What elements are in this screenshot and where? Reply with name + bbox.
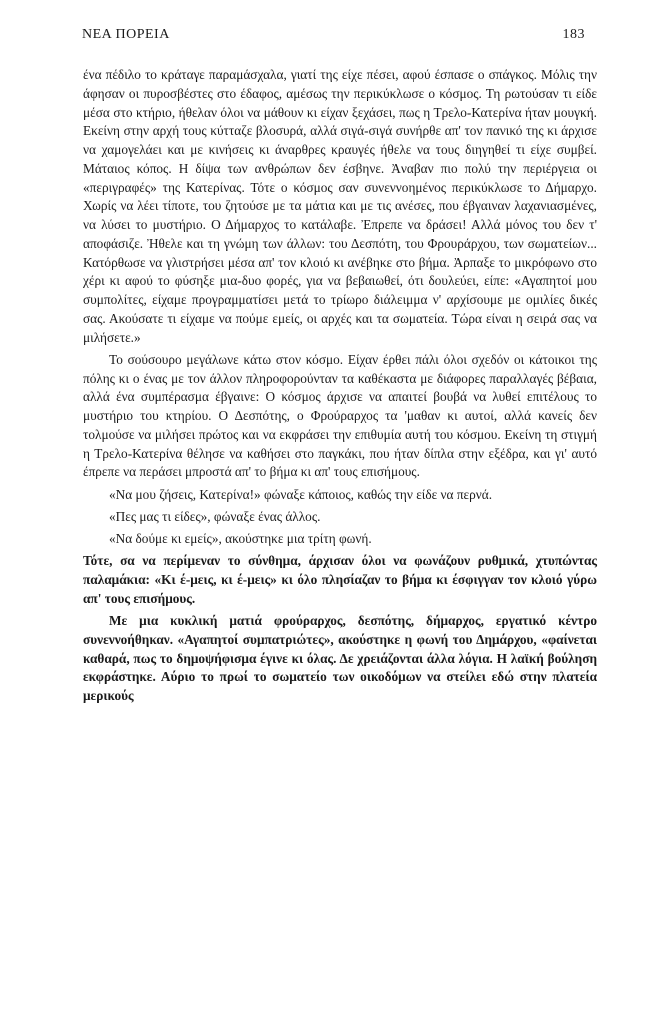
paragraph: Το σούσουρο μεγάλωνε κάτω στον κόσμο. Είχαν έρθει πάλι όλοι σχεδόν οι κάτοικοι της πόλης κι ο ένας με τον άλλον πληροφορούνταν τα καθέκαστα με διάφορες παραλλαγές βέβαια, αλλά ένα συμπέρασμα έβγαινε: Ο κόσμος άρχισε να απαιτεί βουβά να λυθεί επιτέλους το μυστήριο του κτηρίου. Ο Δεσπότης, ο Φρούραρχος τα 'μαθαν κι αυτοί, αλλά κανείς δεν τολμούσε να μιλήσει πρώτος και να εκφράσει την επιθυμία αυτή του κόσμου. Εκείνη τη στιγμή η Τρελο-Κατερίνα θέλησε να καθήσει στο παγκάκι, που ήταν δίπλα στην εξέδρα, και γι' αυτό έπρεπε να περάσει μπροστά απ' το βήμα κι απ' τους επισήμους.	[83, 351, 597, 480]
running-header	[82, 27, 585, 43]
body-text	[83, 66, 597, 709]
paragraph: Τότε, σα να περίμεναν το σύνθημα, άρχισαν όλοι να φωνάζουν ρυθμικά, χτυπώντας παλαμάκια: «Κι έ-μεις, κι έ-μεις» κι όλο πλησίαζαν το βήμα κι έσφιγγαν τον κλοιό γύρω απ' τους επισήμους.	[83, 553, 597, 606]
page-number: 183	[562, 27, 585, 42]
running-title: ΝΕΑ ΠΟΡΕΙΑ	[82, 27, 170, 42]
dialogue-line: «Να δούμε κι εμείς», ακούστηκε μια τρίτη φωνή.	[109, 531, 372, 546]
paragraph: Με μια κυκλική ματιά φρούραρχος, δεσπότης, δήμαρχος, εργατικό κέντρο συνεννοήθηκαν. «Αγαπητοί συμπατριώτες», ακούστηκε η φωνή του Δημάρχου, «φαίνεται καθαρά, πως το δημοψήφισμα έγινε κι όλας. Δε χρειάζονται άλλα λόγια. Η λαϊκή βούληση εκφράστηκε. Αύριο το πρωί το σωματείο των οικοδόμων να στείλει εδώ στην πλατεία μερικούς	[83, 613, 597, 703]
dialogue-line: «Να μου ζήσεις, Κατερίνα!» φώναξε κάποιος, καθώς την είδε να περνά.	[109, 486, 493, 502]
dialogue-line: «Πες μας τι είδες», φώναξε ένας άλλος.	[109, 508, 321, 524]
paragraph: ένα πέδιλο το κράταγε παραμάσχαλα, γιατί της είχε πέσει, αφού έσπασε ο σπάγκος. Μόλις την άφησαν οι πυροσβέστες στο έδαφος, αμέσως την περικύκλωσε ο κόσμος. Τη ρωτούσαν τι είδε μέσα στο κτήριο, ήθελαν όλοι να μάθουν κι είχαν ξεχάσει, πως η Τρελο-Κατερίνα ήταν μουγκή. Εκείνη στην αρχή τους κύτταζε βλοσυρά, αλλά σιγά-σιγά συνήρθε απ' τον πανικό της κι άρχισε να χαμογελάει και με κινήσεις κι άναρθρες κραυγές ήθελε να τους διηγηθεί τι είχε συμβεί. Μάταιος κόπος. Η δίψα των ανθρώπων δεν έσβηνε. Ἀναβαν πιο πολύ την περιέργεια οι «περιγραφές» της Κατερίνας. Τότε ο κόσμος σαν συνεννοημένος περικύκλωσε το Δήμαρχο. Χωρίς να λέει τίποτε, του ζητούσε με τα μάτια και με τις ανέσες, που έβγαιναν λαχανιασμένες, να λύσει το μυστήριο. Ο Δήμαρχος το κατάλαβε. Ἐπρεπε να δράσει! Αλλά μόνος του δεν τ' αποφάσιζε. Ἠθελε και τη γνώμη των άλλων: του Δεσπότη, του Φρουράρχου, των σωματείων... Κατόρθωσε να γλιστρήσει μέσα απ' τον κλοιό κι ανέβηκε στο βήμα. Ἀρπαξε το μικρόφωνο στο χέρι κι αφού το φύσηξε μια-δυο φορές, για να βεβαιωθεί, ότι δουλεύει, είπε: «Αγαπητοί μου συμπολίτες, είχαμε προγραμματίσει μετά το τρίωρο διάλειμμα ν' αρχίσουμε με ομιλίες δικές σας. Ακούσατε τι είχαμε να πούμε εμείς, οι αρχές και τα σωματεία. Τώρα είναι η σειρά σας να μιλήσετε.»	[83, 67, 597, 345]
